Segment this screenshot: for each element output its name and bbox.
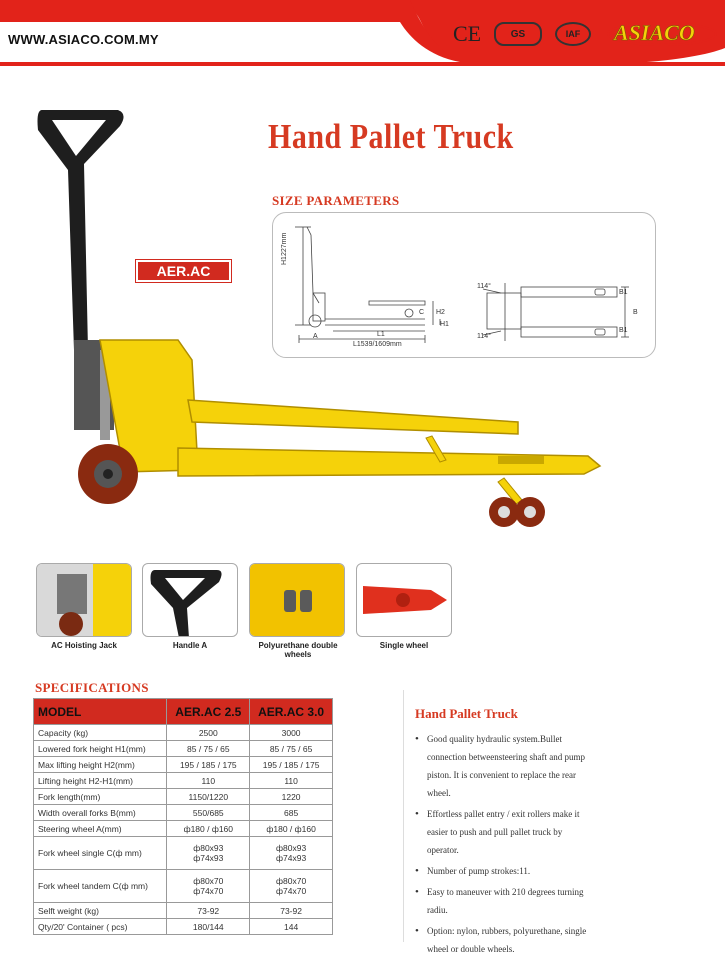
features-list — [415, 730, 595, 961]
features-heading: Hand Pallet Truck — [415, 706, 518, 721]
size-parameters-heading: SIZE PARAMETERS — [272, 193, 400, 208]
row-value-2-5: 73-92 — [167, 903, 250, 919]
row-value-3-0: 1220 — [250, 789, 333, 805]
page-header — [0, 0, 725, 66]
row-value-3-0: 144 — [250, 919, 333, 935]
label-l-total: L1539/1609mm — [353, 341, 402, 348]
row-value-2-5: ф180 / ф160 — [167, 821, 250, 837]
row-label: Max lifting height H2(mm) — [34, 757, 167, 773]
row-label: Lowered fork height H1(mm) — [34, 741, 167, 757]
handle-icon — [38, 110, 124, 350]
row-value-3-0: 110 — [250, 773, 333, 789]
hand-pallet-truck-image — [28, 100, 608, 540]
table-row — [34, 821, 333, 837]
caption-ac-hoisting-jack: AC Hoisting Jack — [51, 641, 117, 650]
row-label: Width overall forks B(mm) — [34, 805, 167, 821]
row-label: Steering wheel A(mm) — [34, 821, 167, 837]
row-label: Lifting height H2-H1(mm) — [34, 773, 167, 789]
row-label: Qty/20' Container ( pcs) — [34, 919, 167, 935]
column-header-aer-ac-2-5: AER.AC 2.5 — [167, 699, 250, 725]
page-title: Hand Pallet Truck — [268, 118, 514, 156]
row-value-3-0: 3000 — [250, 725, 333, 741]
label-b1-top: B1 — [619, 289, 628, 296]
table-row — [34, 757, 333, 773]
row-label: Fork wheel tandem C(ф mm) — [34, 870, 167, 903]
thumbnail-polyurethane-double-wheels — [249, 563, 345, 637]
thumbnail-handle-a — [142, 563, 238, 637]
row-value-2-5: 85 / 75 / 65 — [167, 741, 250, 757]
row-label: Capacity (kg) — [34, 725, 167, 741]
row-value-3-0: 73-92 — [250, 903, 333, 919]
label-c: C — [419, 309, 425, 316]
table-row — [34, 773, 333, 789]
asiaco-logo — [606, 14, 718, 48]
caption-single-wheel: Single wheel — [379, 641, 429, 650]
row-value-2-5: ф80x93 ф74x93 — [167, 837, 250, 870]
feature-item: • Effortless pallet entry / exit rollers make it easier to push and pull pallet truck by operator. — [415, 805, 595, 859]
table-row — [34, 837, 333, 870]
table-header-row — [34, 699, 333, 725]
row-value-2-5: 180/144 — [167, 919, 250, 935]
row-value-2-5: 550/685 — [167, 805, 250, 821]
row-label: Fork wheel single C(ф mm) — [34, 837, 167, 870]
label-h1: H1 — [440, 321, 449, 328]
label-h2: H2 — [436, 309, 445, 316]
thumbnail-ac-hoisting-jack — [36, 563, 132, 637]
website-url[interactable]: WWW.ASIACO.COM.MY — [8, 32, 159, 47]
row-value-3-0: ф80x70 ф74x70 — [250, 870, 333, 903]
row-value-3-0: ф80x93 ф74x93 — [250, 837, 333, 870]
column-header-model: MODEL — [34, 699, 167, 725]
row-label: Fork length(mm) — [34, 789, 167, 805]
thumbnail-single-wheel — [356, 563, 452, 637]
table-row — [34, 919, 333, 935]
label-angle-bottom: 114° — [477, 333, 491, 340]
specifications-heading: SPECIFICATIONS — [35, 680, 149, 695]
row-value-3-0: ф180 / ф160 — [250, 821, 333, 837]
label-l1: L1 — [377, 331, 385, 338]
table-row — [34, 870, 333, 903]
label-a: A — [313, 333, 318, 340]
feature-item: • Good quality hydraulic system.Bullet connection betweensteering shaft and pump piston. It is convenient to replace the rear wheel. — [415, 730, 595, 802]
model-badge: AER.AC — [136, 260, 231, 282]
row-value-2-5: 195 / 185 / 175 — [167, 757, 250, 773]
iaf-mark-icon: IAF — [555, 22, 591, 46]
ce-mark-icon: CE — [452, 21, 482, 46]
table-row — [34, 741, 333, 757]
label-h1227: H1227mm — [281, 232, 288, 265]
table-row — [34, 789, 333, 805]
row-value-2-5: ф80x70 ф74x70 — [167, 870, 250, 903]
table-row — [34, 725, 333, 741]
row-label: Selft weight (kg) — [34, 903, 167, 919]
specifications-table — [33, 698, 333, 935]
feature-item: • Easy to maneuver with 210 degrees turning radiu. — [415, 883, 595, 919]
label-b: B — [633, 309, 638, 316]
tuv-gs-mark-icon: GS — [494, 22, 542, 46]
row-value-3-0: 685 — [250, 805, 333, 821]
caption-polyurethane-double-wheels: Polyurethane double wheels — [258, 641, 338, 659]
table-row — [34, 903, 333, 919]
feature-item: • Number of pump strokes:11. — [415, 862, 595, 880]
label-b1-bottom: B1 — [619, 327, 628, 334]
feature-item: • Option: nylon, rubbers, polyurethane, single wheel or double wheels. — [415, 922, 595, 958]
label-angle-top: 114° — [477, 283, 491, 290]
row-value-2-5: 1150/1220 — [167, 789, 250, 805]
row-value-3-0: 195 / 185 / 175 — [250, 757, 333, 773]
table-row — [34, 805, 333, 821]
svg-text:ASIACO: ASIACO — [614, 20, 695, 45]
row-value-2-5: 2500 — [167, 725, 250, 741]
row-value-2-5: 110 — [167, 773, 250, 789]
row-value-3-0: 85 / 75 / 65 — [250, 741, 333, 757]
column-header-aer-ac-3-0: AER.AC 3.0 — [250, 699, 333, 725]
caption-handle-a: Handle A — [172, 641, 208, 650]
